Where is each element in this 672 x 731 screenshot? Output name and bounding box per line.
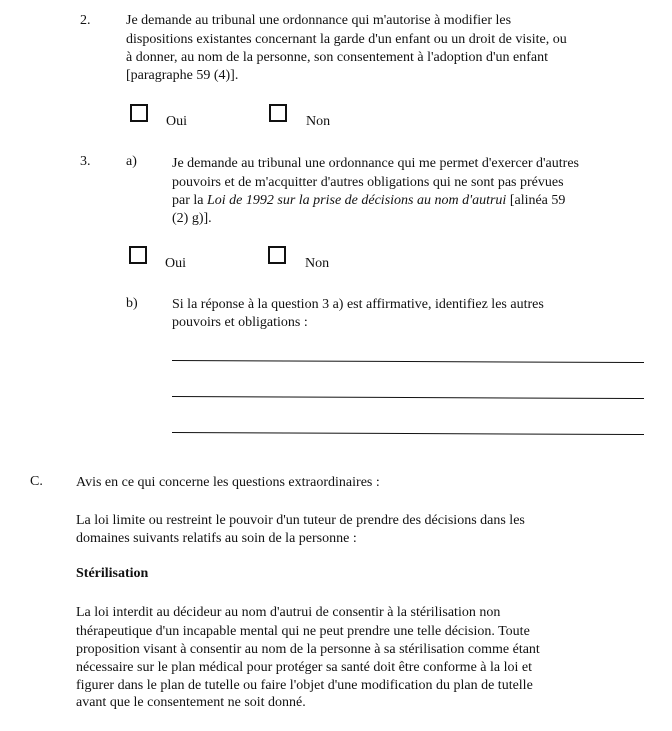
question-2-text-line-4: [paragraphe 59 (4)]. [126,68,239,83]
section-c-intro-line-1: La loi limite ou restreint le pouvoir d'un tuteur de prendre des décisions dans les [76,513,525,528]
question-3-number: 3. [80,154,91,169]
sterilisation-body-line-2: thérapeutique d'un incapable mental qui ne peut prendre une telle décision. Toute [76,624,530,639]
question-3a-text-line-3-post: [alinéa 59 [506,193,566,208]
question-2-text-line-3: à donner, au nom de la personne, son consentement à l'adoption d'un enfant [126,50,549,65]
answer-line-3[interactable] [172,432,644,435]
sterilisation-body-line-3: proposition visant à consentir au nom de la personne à sa stérilisation comme étant [76,642,540,657]
question-3a-text-line-3 [172,192,565,209]
q2-non-label: Non [306,114,331,129]
question-3a-text-line-1: Je demande au tribunal une ordonnance qui me permet d'exercer d'autres [172,156,579,171]
sterilisation-subheading: Stérilisation [76,566,149,581]
section-c-intro-line-2: domaines suivants relatifs au soin de la personne : [76,531,357,546]
answer-line-1[interactable] [172,360,644,363]
q3a-oui-label: Oui [165,256,186,271]
section-c-heading: Avis en ce qui concerne les questions extraordinaires : [76,475,380,490]
statute-title: Loi de 1992 sur la prise de décisions au nom d'autrui [206,193,507,208]
question-2-text-line-2: dispositions existantes concernant la garde d'un enfant ou un droit de visite, ou [126,32,567,47]
q2-oui-checkbox[interactable] [130,104,148,122]
section-c-letter: C. [30,474,43,489]
q3a-non-label: Non [305,256,330,271]
sterilisation-body-line-6: avant que le consentement ne soit donné. [76,695,306,710]
sterilisation-body-line-1: La loi interdit au décideur au nom d'autrui de consentir à la stérilisation non [76,605,501,620]
question-3a-marker: a) [126,154,137,169]
answer-line-2[interactable] [172,396,644,399]
q2-oui-label: Oui [166,114,187,129]
question-2-number: 2. [80,13,91,28]
question-2-text-line-1: Je demande au tribunal une ordonnance qui m'autorise à modifier les [126,13,512,28]
question-3a-text-line-2: pouvoirs et de m'acquitter d'autres obligations qui ne sont pas prévues [172,175,564,190]
question-3a-text-line-3-pre: par la [172,193,207,208]
q3a-non-checkbox[interactable] [268,246,286,264]
q3a-oui-checkbox[interactable] [129,246,147,264]
question-3a-text-line-4: (2) g)]. [172,211,212,226]
question-3b-text-line-1: Si la réponse à la question 3 a) est affirmative, identifiez les autres [172,297,544,312]
q2-non-checkbox[interactable] [269,104,287,122]
question-3b-marker: b) [126,296,138,311]
question-3b-text-line-2: pouvoirs et obligations : [172,315,308,330]
sterilisation-body-line-4: nécessaire sur le plan médical pour protéger sa santé doit être conforme à la loi et [76,660,532,675]
sterilisation-body-line-5: figurer dans le plan de tutelle ou faire l'objet d'une modification du plan de tutelle [76,678,533,693]
